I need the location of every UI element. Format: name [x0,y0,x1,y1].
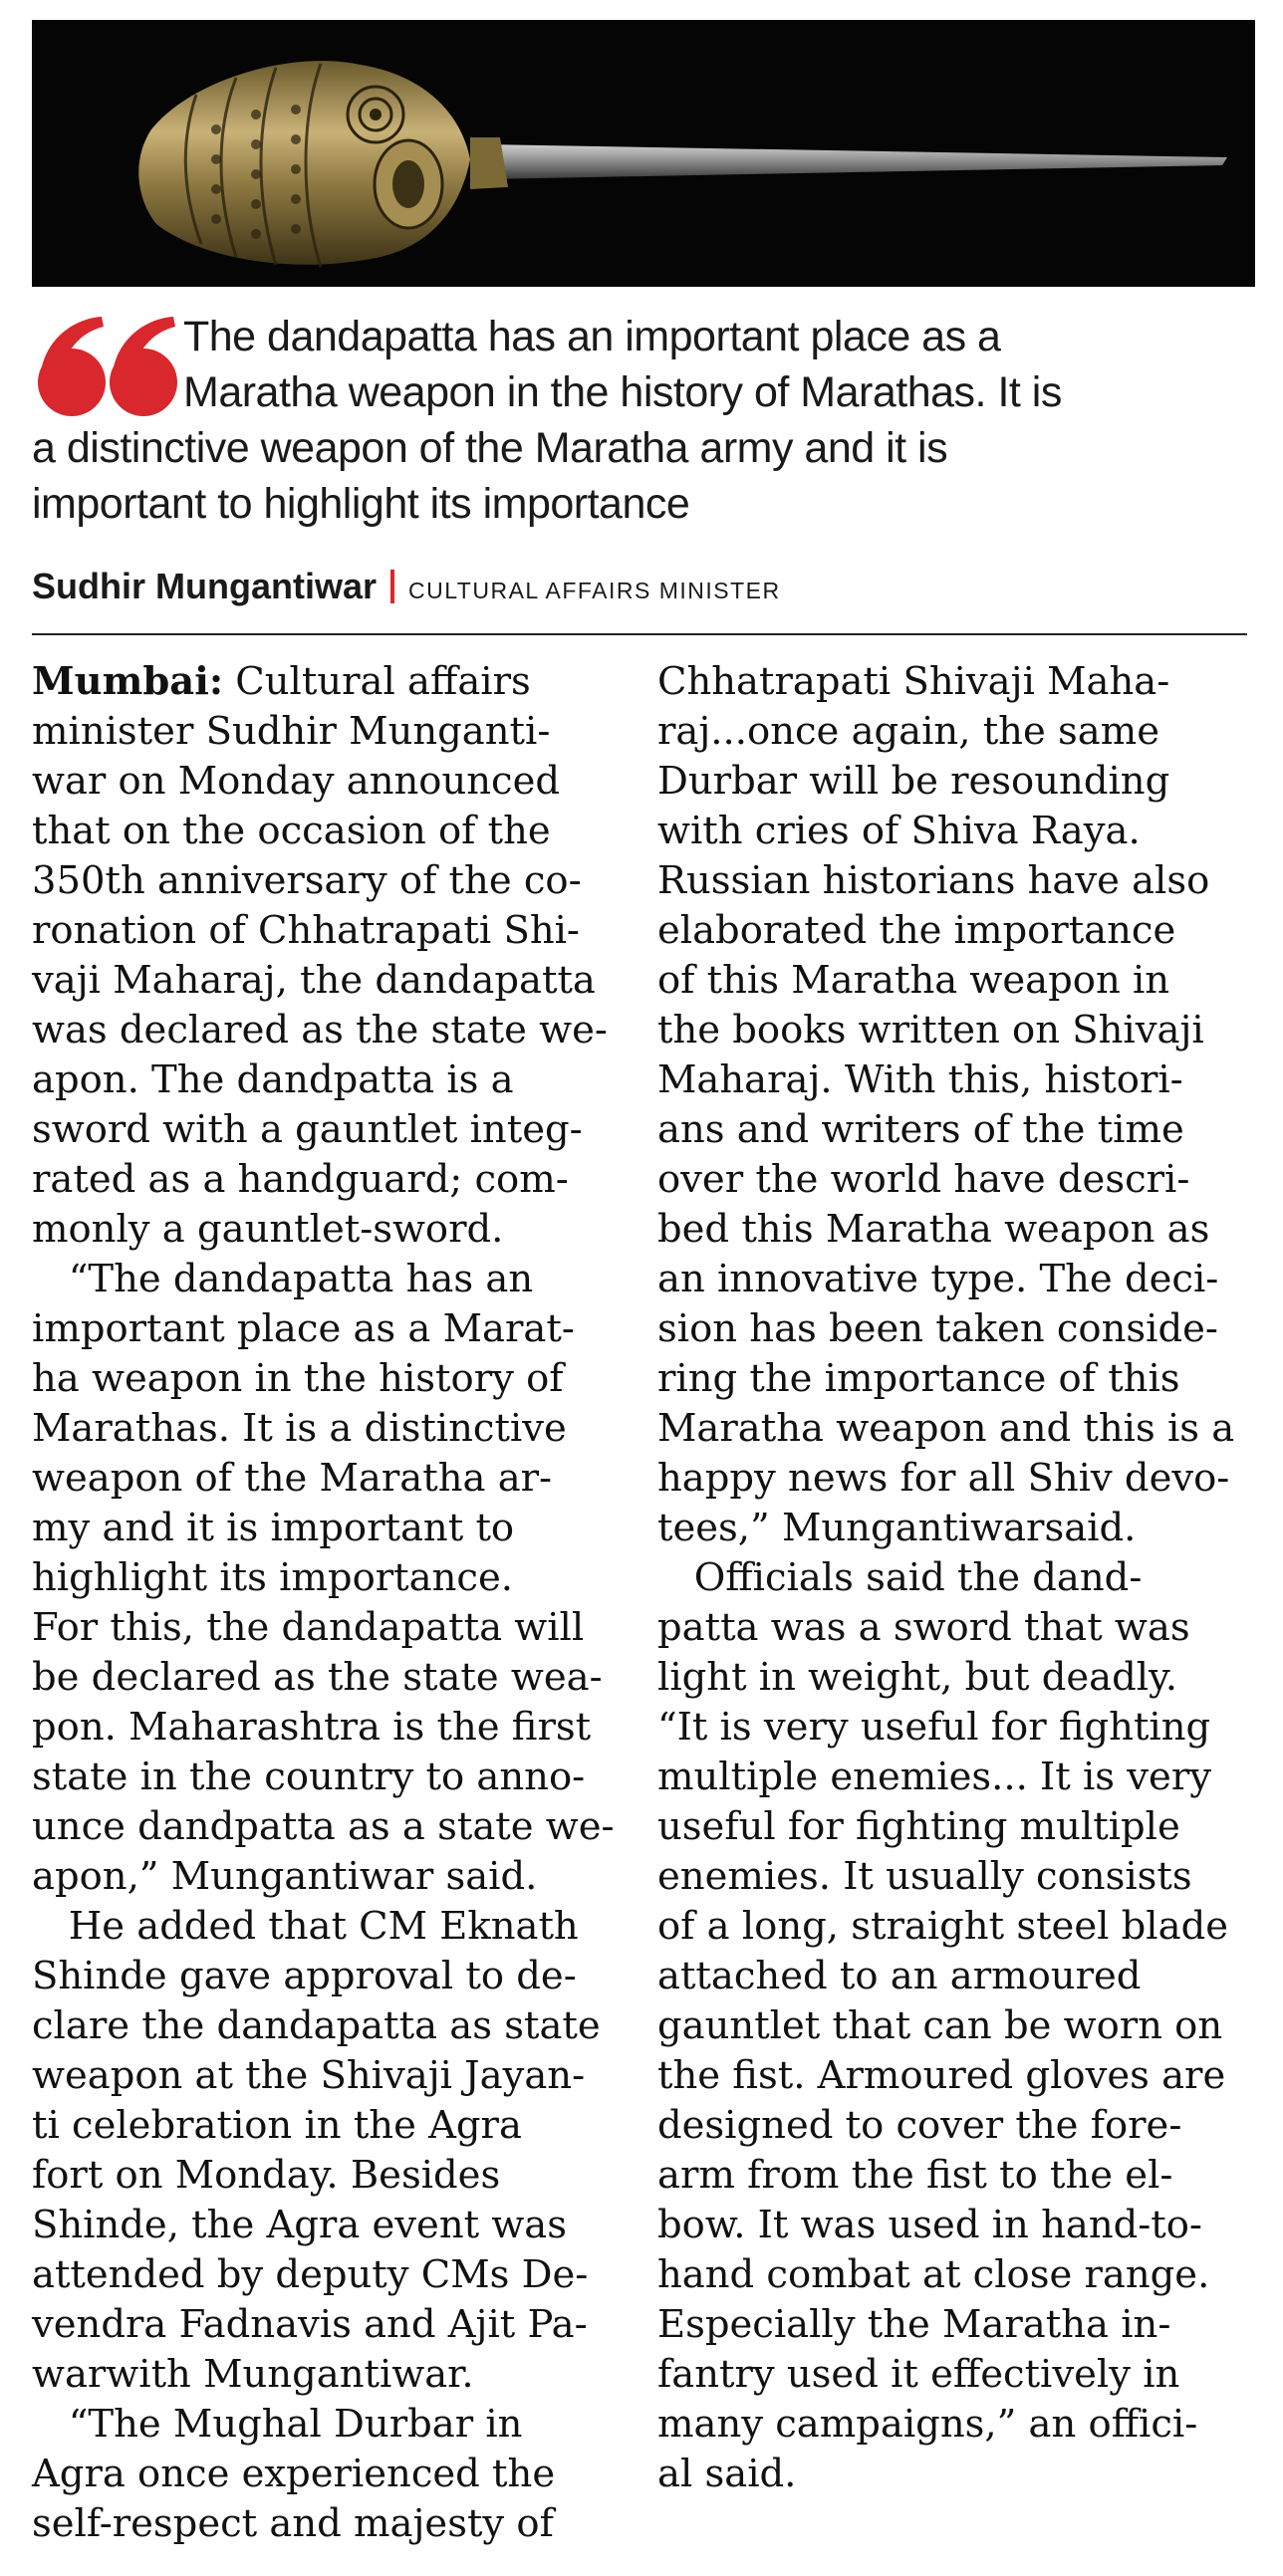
article-line: important place as a Marat- [32,1306,575,1351]
article-line: over the world have descri- [657,1157,1190,1202]
article-line: bed this Maratha weapon as [657,1207,1210,1252]
article-line: fort on Monday. Besides [32,2153,501,2198]
article-line: designed to cover the fore- [657,2103,1182,2148]
article-line: light in weight, but deadly. [657,1655,1177,1700]
dateline: Mumbai: [32,659,224,704]
article-line: 350th anniversary of the co- [32,858,582,903]
article-line: ans and writers of the time [657,1107,1184,1152]
article-line: the fist. Armoured gloves are [657,2053,1226,2098]
article-line: my and it is important to [32,1506,515,1550]
byline [32,566,781,607]
dandapatta-sword-image [32,20,1255,287]
pull-quote-line: Maratha weapon in the history of Marathas. It is [183,368,1062,416]
pull-quote-line: The dandapatta has an important place as a [183,313,1001,360]
article-line: hand combat at close range. [657,2252,1210,2297]
article-line: Mumbai: Cultural affairs [32,659,531,704]
article-line: raj...once again, the same [657,709,1159,754]
article-line: Agra once experienced the [32,2452,556,2496]
article-line: the books written on Shivaji [657,1008,1204,1053]
article-line: patta was a sword that was [657,1605,1190,1650]
section-divider [32,633,1247,635]
article-line: unce dandpatta as a state we- [32,1804,615,1849]
byline-separator [390,570,394,603]
article-line: fantry used it effectively in [657,2352,1180,2397]
article-line: ring the importance of this [657,1356,1180,1401]
article-line: with cries of Shiva Raya. [657,809,1141,853]
article-column-left [32,657,620,2549]
article-line: “The dandapatta has an [32,1257,534,1301]
article-line: Officials said the dand- [657,1555,1143,1600]
article-column-right [657,657,1245,2499]
article-line: arm from the fist to the el- [657,2153,1173,2198]
article-line: attended by deputy CMs De- [32,2252,589,2297]
article-line: vaji Maharaj, the dandapatta [32,958,596,1003]
article-line: of a long, straight steel blade [657,1904,1229,1949]
article-line: ronation of Chhatrapati Shi- [32,908,580,953]
article-line: multiple enemies... It is very [657,1755,1211,1799]
pull-quote-line: a distinctive weapon of the Maratha army and it is [32,424,948,472]
article-line: ti celebration in the Agra [32,2103,522,2148]
article-line: enemies. It usually consists [657,1854,1192,1899]
article-line: that on the occasion of the [32,809,551,853]
speaker-role: CULTURAL AFFAIRS MINISTER [408,578,781,603]
speaker-name: Sudhir Mungantiwar [32,566,377,606]
article-line: He added that CM Eknath [32,1904,579,1949]
pull-quote-line: important to highlight its importance [32,480,690,528]
article-line: sword with a gauntlet integ- [32,1107,583,1152]
article-line: weapon of the Maratha ar- [32,1456,553,1501]
article-line: be declared as the state wea- [32,1655,603,1700]
article-line: monly a gauntlet-sword. [32,1207,504,1252]
article-line: apon. The dandpatta is a [32,1057,514,1102]
article-line: tees,” Mungantiwarsaid. [657,1506,1137,1550]
article-line: useful for fighting multiple [657,1804,1180,1849]
pull-quote-text [32,309,1255,532]
article-line: minister Sudhir Munganti- [32,709,551,754]
article-line: Shinde, the Agra event was [32,2203,568,2247]
article-line: Maharaj. With this, histori- [657,1057,1183,1102]
article-line: rated as a handguard; com- [32,1157,569,1202]
article-line: ha weapon in the history of [32,1356,564,1401]
article-line: Maratha weapon and this is a [657,1406,1235,1451]
article-line: bow. It was used in hand-to- [657,2203,1202,2247]
article-line: of this Maratha weapon in [657,958,1170,1003]
article-line: sion has been taken conside- [657,1306,1218,1351]
article-line: al said. [657,2452,797,2496]
article-line: self-respect and majesty of [32,2501,554,2546]
article-line: For this, the dandapatta will [32,1605,585,1650]
right-column-lines [657,657,1245,2499]
article-line: an innovative type. The deci- [657,1257,1219,1301]
article-line: happy news for all Shiv devo- [657,1456,1230,1501]
article-line: gauntlet that can be worn on [657,2003,1223,2048]
article-line: Chhatrapati Shivaji Maha- [657,659,1170,704]
article-line: “It is very useful for fighting [657,1705,1211,1750]
article-line: highlight its importance. [32,1555,513,1600]
left-column-lines [32,707,620,2549]
article-line: attached to an armoured [657,1954,1142,1998]
article-line: was declared as the state we- [32,1008,608,1053]
article-line: clare the dandapatta as state [32,2003,601,2048]
article-line: war on Monday announced [32,759,561,804]
article-line: Shinde gave approval to de- [32,1954,577,1998]
article-line: pon. Maharashtra is the first [32,1705,592,1750]
article-line: apon,” Mungantiwar said. [32,1854,538,1899]
dandapatta-photo [32,20,1255,287]
article-line: weapon at the Shivaji Jayan- [32,2053,586,2098]
article-line: Russian historians have also [657,858,1210,903]
article-line: many campaigns,” an offici- [657,2402,1198,2447]
article-line: warwith Mungantiwar. [32,2352,474,2397]
article-line: state in the country to anno- [32,1755,586,1799]
article-line: elaborated the importance [657,908,1176,953]
article-line: “The Mughal Durbar in [32,2402,523,2447]
article-line: vendra Fadnavis and Ajit Pa- [32,2302,588,2347]
article-line: Marathas. It is a distinctive [32,1406,567,1451]
quote-mark-icon [32,313,181,420]
article-line: Durbar will be resounding [657,759,1170,804]
pull-quote [32,309,1255,532]
article-line: Especially the Maratha in- [657,2302,1171,2347]
